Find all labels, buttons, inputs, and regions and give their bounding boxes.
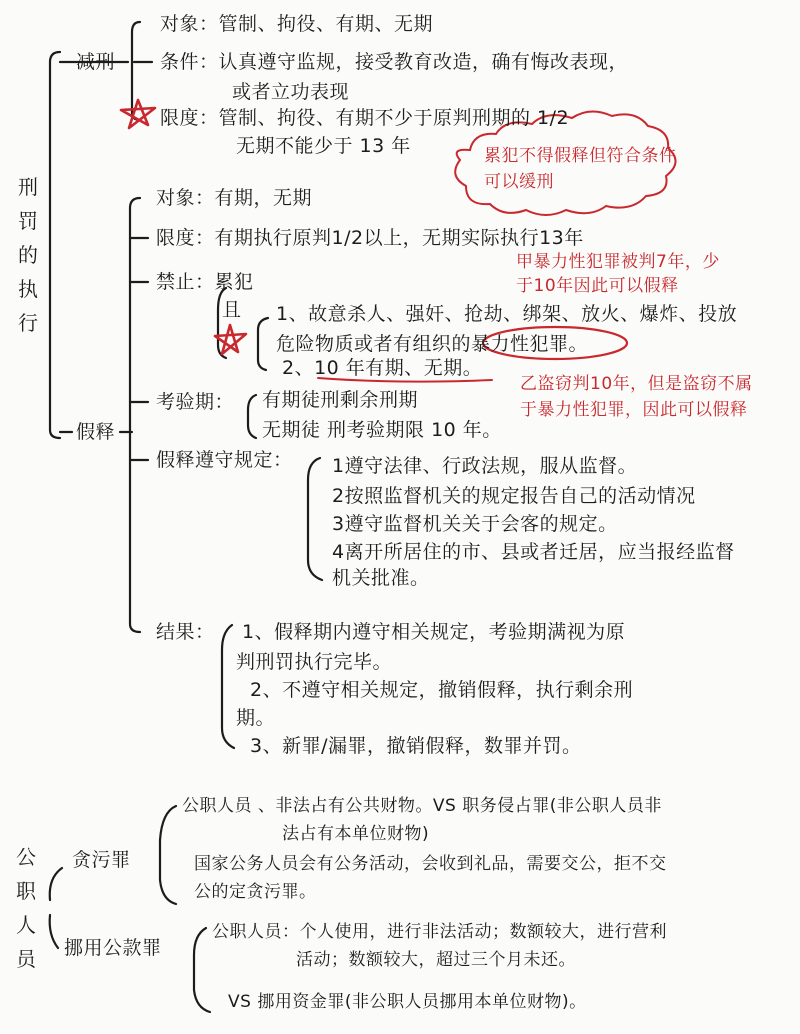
- zunshou-item: 1遵守法律、行政法规，服从监督。: [332, 455, 638, 477]
- note-cloud-line2: 可以缓刑: [484, 172, 554, 192]
- jinzhi-item1-line1: 1、故意杀人、强奸、抢劫、绑架、放火、爆炸、投放: [276, 303, 738, 325]
- jiashi-jinzhi: 禁止：累犯: [156, 271, 254, 293]
- note-a-line2: 于10年因此可以假释: [516, 276, 679, 296]
- kaoyanqi-2: 无期徒 刑考验期限 10 年。: [262, 419, 502, 441]
- note-b-line1: 乙盗窃判10年，但是盗窃不属: [520, 374, 753, 394]
- label-jiashi: 假释: [76, 421, 116, 443]
- tanwu-line2: 法占有本单位财物): [282, 824, 430, 844]
- label-tanwu: 贪污罪: [72, 849, 131, 871]
- jianxing-duixiang: 对象：管制、拘役、有期、无期: [160, 13, 434, 35]
- jinzhi-item2: 2、10 年有期、无期。: [282, 357, 483, 379]
- jieguo-item: 1、假释期内遵守相关规定，考验期满视为原: [242, 621, 626, 643]
- jianxing-xiandu-1: 限度：管制、拘役、有期不少于原判刑期的 1/2: [160, 107, 570, 129]
- nuoyong-line3: VS 挪用资金罪(非公职人员挪用本单位财物)。: [228, 992, 587, 1012]
- main-bracket: [50, 52, 60, 438]
- jianxing-tiaojian-1: 条件：认真遵守监规，接受教育改造，确有悔改表现，: [160, 51, 629, 73]
- jianxing-xiandu-2: 无期不能少于 13 年: [236, 135, 411, 157]
- jieguo-item: 判刑罚执行完毕。: [236, 651, 393, 673]
- zunshou-item: 2按照监督机关的规定报告自己的活动情况: [332, 485, 696, 507]
- note-b-line2: 于暴力性犯罪，因此可以假释: [520, 400, 748, 420]
- label-jianxing: 减刑: [76, 51, 116, 73]
- note-cloud-line1: 累犯不得假释但符合条件: [484, 146, 677, 166]
- jinzhi-item1-line2: 危险物质或者有组织的暴力性犯罪。: [276, 333, 589, 355]
- zunshou-item: 机关批准。: [332, 567, 430, 589]
- jiashi-duixiang: 对象：有期，无期: [156, 187, 313, 209]
- tanwu-line1: 公职人员 、非法占有公共财物。VS 职务侵占罪(非公职人员非: [182, 796, 662, 816]
- jiashi-xiandu: 限度：有期执行原判1/2以上，无期实际执行13年: [156, 227, 584, 249]
- jiashi-bracket: [130, 198, 140, 632]
- nuoyong-line2: 活动；数额较大，超过三个月未还。: [296, 950, 576, 970]
- jieguo-item: 期。: [236, 707, 276, 729]
- section-title-xingfa: 刑罚的执行: [18, 175, 38, 335]
- nuoyong-line1: 公职人员：个人使用，进行非法活动；数额较大，进行营利: [212, 922, 667, 942]
- jianxing-tiaojian-2: 或者立功表现: [232, 81, 350, 103]
- zunshou-item: 4离开所居住的市、县或者迁居，应当报经监督: [332, 541, 735, 563]
- jiashi-qie: 且: [222, 299, 242, 321]
- tanwu-line3: 国家公务人员会有公务活动，会收到礼品，需要交公，拒不交: [194, 854, 667, 874]
- zunshou-item: 3遵守监督机关关于会客的规定。: [332, 513, 618, 535]
- tanwu-line4: 公的定贪污罪。: [194, 882, 317, 902]
- jieguo-item: 2、不遵守相关规定，撤销假释，执行剩余刑: [250, 679, 634, 701]
- label-nuoyong: 挪用公款罪: [64, 937, 162, 959]
- note-a-line1: 甲暴力性犯罪被判7年，少: [516, 252, 720, 272]
- jiashi-jieguo-label: 结果：: [156, 621, 215, 643]
- section-title-gongzhi: 公职人员: [16, 845, 36, 971]
- kaoyanqi-1: 有期徒刑剩余刑期: [262, 389, 419, 411]
- jiashi-zunshou-label: 假释遵守规定：: [156, 449, 293, 471]
- star-icon: [121, 100, 155, 128]
- jiashi-kaoyanqi: 考验期：: [156, 391, 235, 413]
- jieguo-item: 3、新罪/漏罪，撤销假释，数罪并罚。: [250, 735, 582, 757]
